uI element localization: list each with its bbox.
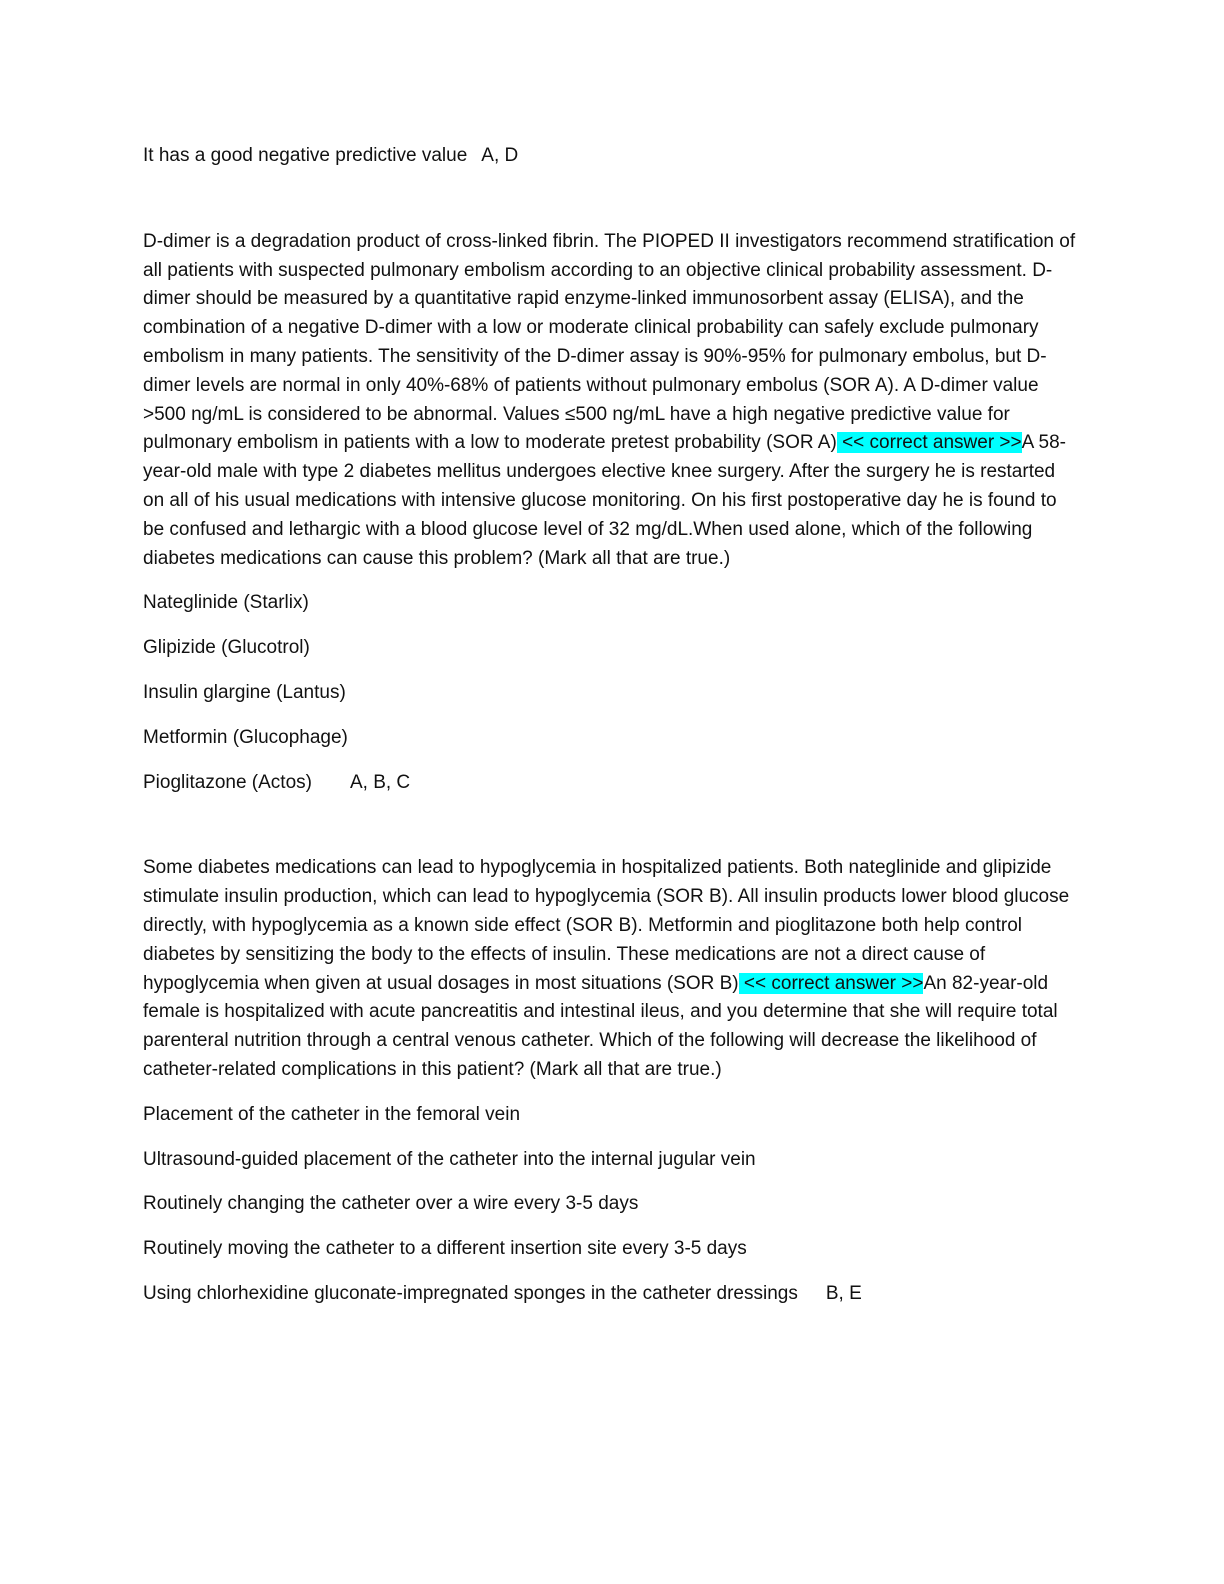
option-b: Ultrasound-guided placement of the catheter into the internal jugular vein	[143, 1148, 756, 1170]
explanation-text: D-dimer is a degradation product of cross-linked fibrin. The PIOPED II investigators recommend stratification of all patients with suspected pulmonary embolism according to an objective clinical probability assessment. D-dimer should be measured by a quantitative rapid enzyme-linked immunosorbent assay (ELISA), and the combination of a negative D-dimer with a low or moderate clinical probability can safely exclude pulmonary embolism in many patients. The sensitivity of the D-dimer assay is 90%-95% for pulmonary embolus, but D-dimer levels are normal in only 40%-68% of patients without pulmonary embolus (SOR A). A D-dimer value >500 ng/mL is considered to be abnormal. Values ≤500 ng/mL have a high negative predictive value for pulmonary embolism in patients with a low to moderate pretest probability (SOR A)	[143, 230, 1076, 454]
answer-line-1	[143, 142, 1078, 171]
correct-answer-marker: << correct answer >>	[738, 972, 924, 994]
option-e: Using chlorhexidine gluconate-impregnated sponges in the catheter dressings	[143, 1282, 798, 1304]
answer-key: B, E	[825, 1282, 862, 1304]
answer-key: A, D	[481, 145, 519, 166]
answer-line-3	[143, 1280, 1078, 1309]
option-d: Metformin (Glucophage)	[143, 726, 348, 748]
question-text: A 58-year-old male with type 2 diabetes mellitus undergoes elective knee surgery. After the surgery he is restarted on all of his usual medications with intensive glucose monitoring. On his first postoperative day he is found to be confused and lethargic with a blood glucose level of 32 mg/dL.When used alone, which of the following diabetes medications can cause this problem? (Mark all that are true.)	[143, 432, 1067, 569]
option-c: Insulin glargine (Lantus)	[143, 681, 346, 703]
option-b: Glipizide (Glucotrol)	[143, 637, 310, 659]
document-page	[143, 142, 1078, 1309]
answer-key: A, B, C	[349, 771, 411, 793]
correct-answer-marker: << correct answer >>	[836, 432, 1022, 454]
option-e: Pioglitazone (Actos)	[143, 771, 312, 793]
option-d: Routinely moving the catheter to a different insertion site every 3-5 days	[143, 1238, 747, 1260]
option-c: Routinely changing the catheter over a wire every 3-5 days	[143, 1193, 639, 1215]
question-text: An 82-year-old female is hospitalized with acute pancreatitis and intestinal ileus, and you determine that she will require total parenteral nutrition through a central venous catheter. Which of the following will decrease the likelihood of catheter-related complications in this patient? (Mark all that are true.)	[143, 972, 1058, 1080]
explanation-text: Some diabetes medications can lead to hypoglycemia in hospitalized patients. Both nateglinide and glipizide stimulate insulin production, which can lead to hypoglycemia (SOR B). All insulin products lower blood glucose directly, with hypoglycemia as a known side effect (SOR B). Metformin and pioglitazone both help control diabetes by sensitizing the body to the effects of insulin. These medications are not a direct cause of hypoglycemia when given at usual dosages in most situations (SOR B)	[143, 857, 1070, 994]
answer-line-2	[143, 769, 1078, 798]
option-a: Nateglinide (Starlix)	[143, 592, 309, 614]
explanation-paragraph-1	[143, 228, 1078, 574]
answer-line-text: It has a good negative predictive value	[143, 145, 468, 166]
option-a: Placement of the catheter in the femoral vein	[143, 1103, 521, 1125]
explanation-paragraph-2	[143, 854, 1078, 1084]
